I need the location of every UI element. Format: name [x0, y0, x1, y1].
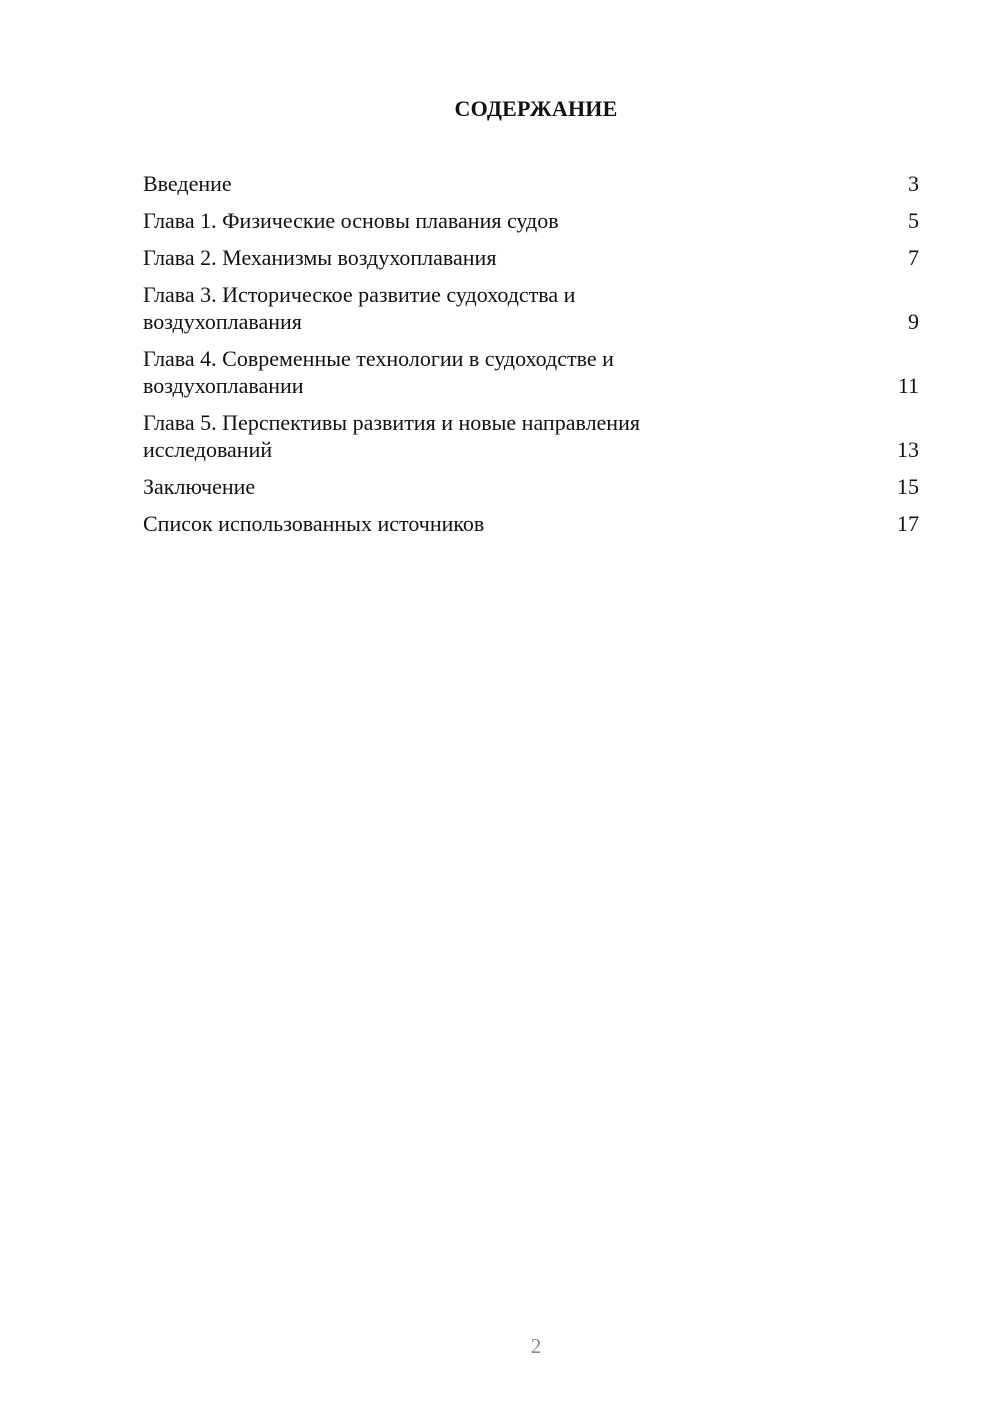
- toc-item-page: 9: [908, 309, 919, 334]
- toc-item-page: 3: [908, 171, 919, 196]
- toc-item-chapter-2: [143, 244, 919, 271]
- toc-item-chapter-5: [143, 409, 919, 463]
- toc-item-page: 17: [897, 511, 919, 536]
- toc-item-conclusion: [143, 473, 919, 500]
- toc-item-label: Глава 4. Современные технологии в судоходстве и воздухоплавании: [143, 346, 614, 398]
- toc-item-page: 5: [908, 208, 919, 233]
- toc-item-page: 13: [897, 437, 919, 462]
- toc-item-label: Список использованных источников: [143, 511, 485, 536]
- toc-item-label: Введение: [143, 171, 232, 196]
- page-number: 2: [530, 1334, 542, 1358]
- page-title: СОДЕРЖАНИЕ: [454, 96, 618, 121]
- toc-item-chapter-4: [143, 345, 919, 399]
- toc-item-page: 11: [897, 373, 919, 398]
- toc-item-label: Глава 1. Физические основы плавания судов: [143, 208, 559, 233]
- toc-item-label: Глава 5. Перспективы развития и новые направления исследований: [143, 410, 640, 462]
- toc-item-chapter-1: [143, 207, 919, 234]
- toc-item-label: Глава 3. Историческое развитие судоходства и воздухоплавания: [143, 282, 576, 334]
- table-of-contents: [143, 170, 919, 537]
- toc-item-references: [143, 510, 919, 537]
- toc-item-label: Глава 2. Механизмы воздухоплавания: [143, 245, 497, 270]
- toc-item-introduction: [143, 170, 919, 197]
- toc-item-label: Заключение: [143, 474, 256, 499]
- toc-item-chapter-3: [143, 281, 919, 335]
- toc-item-page: 15: [897, 474, 919, 499]
- toc-item-page: 7: [908, 245, 919, 270]
